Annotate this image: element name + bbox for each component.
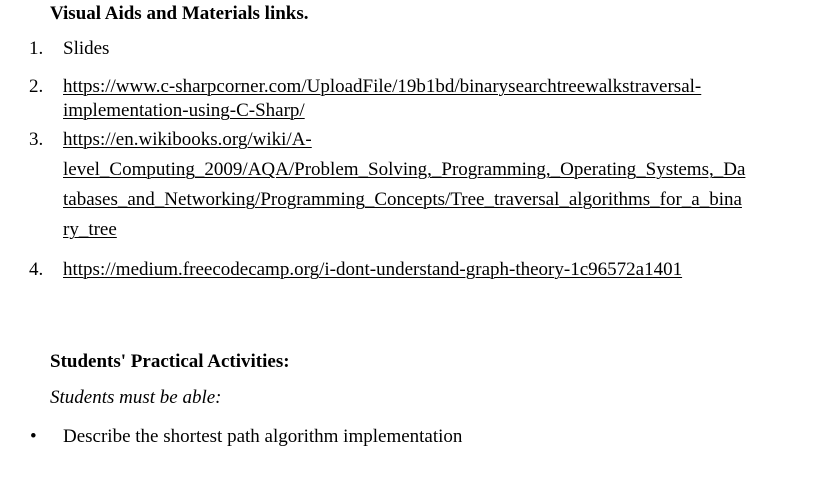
link-line[interactable]: implementation-using-C-Sharp/: [63, 100, 305, 121]
slides-label: Slides: [63, 38, 110, 59]
bullet-text: Describe the shortest path algorithm implementation: [63, 426, 463, 447]
list-number: 4.: [29, 259, 44, 280]
freecodecamp-link[interactable]: [63, 258, 816, 282]
bullet-text-container: [63, 425, 816, 449]
list-number: 3.: [29, 129, 44, 150]
practical-activities-heading: Students' Practical Activities:: [50, 351, 290, 372]
list-number: 1.: [29, 38, 44, 59]
list-item-text: [63, 37, 816, 61]
practical-subheading: Students must be able:: [50, 387, 222, 408]
list-number: 2.: [29, 76, 44, 97]
link-line[interactable]: level_Computing_2009/AQA/Problem_Solving,_Programming,_Operating_Systems,_Da: [63, 159, 746, 180]
wikibooks-link[interactable]: [63, 125, 816, 245]
link-line[interactable]: tabases_and_Networking/Programming_Concepts/Tree_traversal_algorithms_for_a_bina: [63, 189, 742, 210]
link-line[interactable]: ry_tree: [63, 219, 117, 240]
csharpcorner-link[interactable]: [63, 75, 816, 123]
visual-aids-heading: Visual Aids and Materials links.: [50, 3, 309, 24]
link-line[interactable]: https://www.c-sharpcorner.com/UploadFile/19b1bd/binarysearchtreewalkstraversal-: [63, 76, 702, 97]
link-line[interactable]: https://en.wikibooks.org/wiki/A-: [63, 129, 312, 150]
link-line[interactable]: https://medium.freecodecamp.org/i-dont-understand-graph-theory-1c96572a1401: [63, 259, 683, 280]
bullet-icon: •: [30, 426, 37, 447]
